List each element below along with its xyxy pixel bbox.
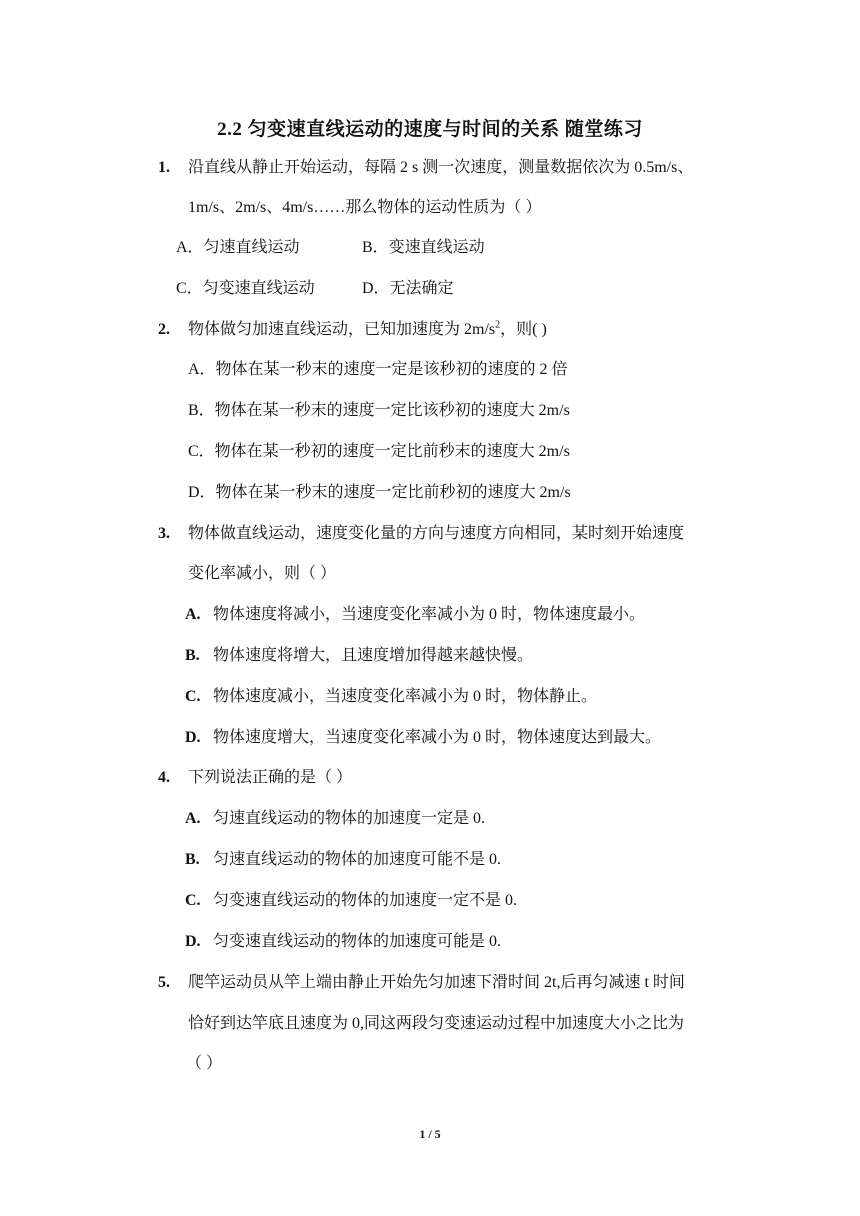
question-5-stem-line-2: 恰好到达竿底且速度为 0,同这两段匀变速运动过程中加速度大小之比为 [188,1015,685,1032]
question-1-option-a: A．匀速直线运动 [176,239,300,256]
question-4-option-b [185,850,501,870]
question-4-stem: 下列说法正确的是（ ） [188,769,353,786]
question-2-option-a: A．物体在某一秒末的速度一定是该秒初的速度的 2 倍 [188,361,568,378]
option-text: 物体速度将减小，当速度变化率减小为 0 时，物体速度最小。 [213,606,646,623]
question-1-option-c: C．匀变速直线运动 [176,280,315,297]
question-2-option-b: B．物体在某一秒末的速度一定比该秒初的速度大 2m/s [188,402,570,419]
question-2-option-c: C．物体在某一秒初的速度一定比前秒末的速度大 2m/s [188,443,570,460]
option-letter: A. [185,606,201,623]
option-letter: C. [185,892,201,909]
option-letter: C. [185,688,201,705]
question-4-option-a [185,809,485,829]
question-3-option-c [185,687,597,707]
question-2-stem-text: 物体做匀加速直线运动，已知加速度为 2m/s [188,321,496,338]
question-3-option-a [185,605,645,625]
question-3-option-d [185,728,661,748]
question-3-number: 3. [158,525,170,542]
question-3-stem-line-2: 变化率减小，则（ ） [188,565,337,582]
question-3-stem-line-1: 物体做直线运动，速度变化量的方向与速度方向相同，某时刻开始速度 [188,525,685,542]
question-2-option-d: D．物体在某一秒末的速度一定比前秒初的速度大 2m/s [188,484,571,501]
question-5-number: 5. [158,974,170,991]
page-title: 2.2 匀变速直线运动的速度与时间的关系 随堂练习 [217,119,643,140]
option-text: 匀变速直线运动的物体的加速度一定不是 0. [213,892,518,909]
option-text: 物体速度将增大，且速度增加得越来越快慢。 [213,647,534,664]
question-4-option-d [185,932,501,952]
page-number: 1 / 5 [419,1127,441,1141]
option-text: 匀变速直线运动的物体的加速度可能是 0. [213,933,502,950]
option-text: 匀速直线运动的物体的加速度可能不是 0. [213,851,502,868]
question-1-stem-line-1: 沿直线从静止开始运动，每隔 2 s 测一次速度，测量数据依次为 0.5m/s、 [188,159,694,176]
question-5-stem-line-1: 爬竿运动员从竿上端由静止开始先匀加速下滑时间 2t,后再匀减速 t 时间 [188,974,685,991]
question-1-stem-line-2: 1m/s、2m/s、4m/s……那么物体的运动性质为（ ） [188,199,542,216]
question-3-option-b [185,646,533,666]
question-1-option-b: B．变速直线运动 [362,239,485,256]
question-1-option-d: D．无法确定 [362,280,454,297]
option-letter: D. [185,933,201,950]
option-text: 匀速直线运动的物体的加速度一定是 0. [213,810,486,827]
question-1-number: 1. [158,159,170,176]
question-4-option-c [185,891,517,911]
option-letter: D. [185,729,201,746]
question-2-stem [188,320,547,340]
option-text: 物体速度增大，当速度变化率减小为 0 时，物体速度达到最大。 [213,729,662,746]
option-letter: A. [185,810,201,827]
option-text: 物体速度减小，当速度变化率减小为 0 时，物体静止。 [213,688,598,705]
question-5-stem-line-3: （ ） [186,1055,223,1072]
question-4-number: 4. [158,769,170,786]
question-2-stem-tail: ，则( ) [500,321,547,338]
question-2-number: 2. [158,321,170,338]
option-letter: B. [185,851,200,868]
question-2-stem-superscript: 2 [495,319,501,331]
option-letter: B. [185,647,200,664]
